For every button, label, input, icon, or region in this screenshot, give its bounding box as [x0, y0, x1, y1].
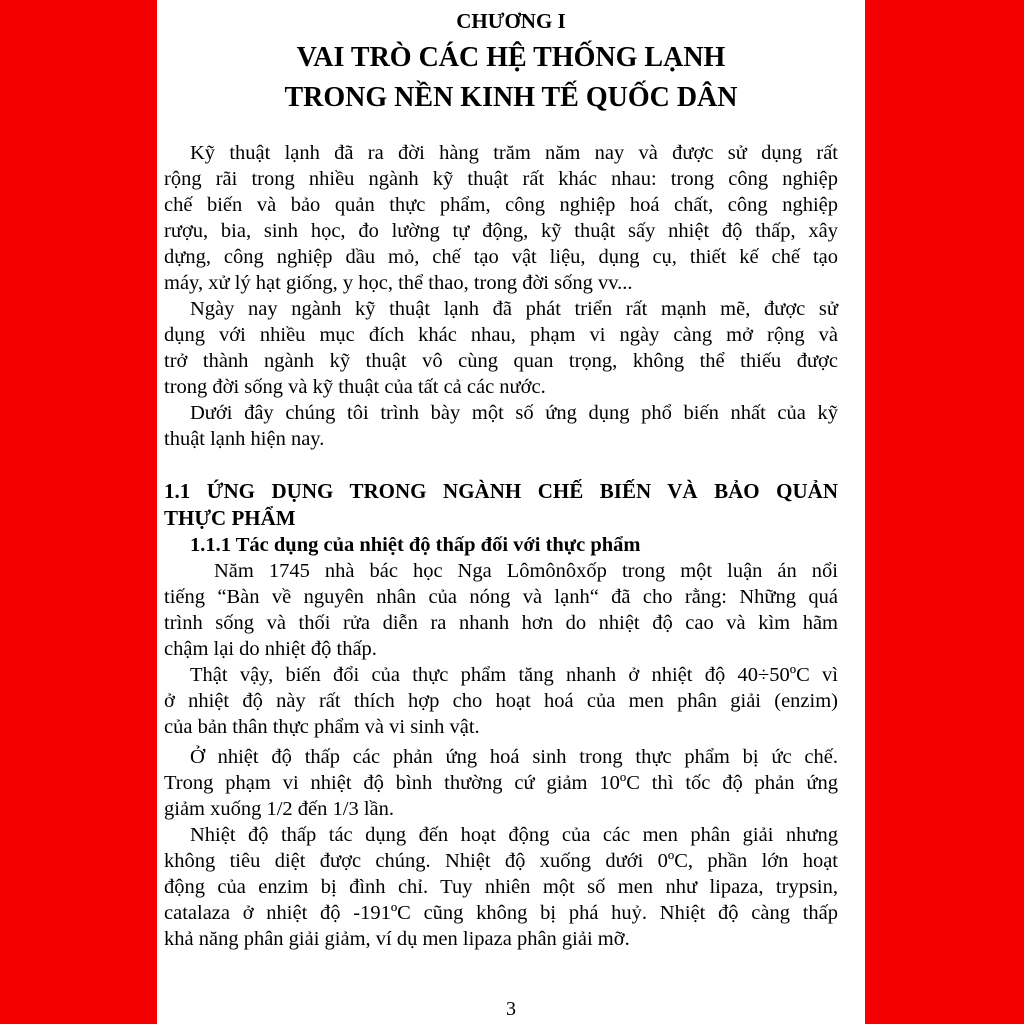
subsection-heading: 1.1.1 Tác dụng của nhiệt độ thấp đối với thực phẩm: [190, 534, 641, 556]
paragraph-line: Thật vậy, biến đổi của thực phẩm tăng nhanh ở nhiệt độ 40÷50ºC vì: [190, 664, 838, 686]
paragraph-line: Ngày nay ngành kỹ thuật lạnh đã phát triển rất mạnh mẽ, được sử: [190, 298, 838, 320]
document-page: [157, 0, 865, 1024]
paragraph-line: thuật lạnh hiện nay.: [164, 428, 325, 450]
paragraph-line: Ở nhiệt độ thấp các phản ứng hoá sinh trong thực phẩm bị ức chế.: [190, 746, 838, 768]
paragraph-line: khả năng phân giải giảm, ví dụ men lipaza phân giải mỡ.: [164, 928, 630, 950]
paragraph-line: Dưới đây chúng tôi trình bày một số ứng dụng phổ biến nhất của kỹ: [190, 402, 838, 424]
paragraph-line: trình sống và thối rửa diễn ra nhanh hơn do nhiệt độ cao và kìm hãm: [164, 612, 838, 634]
section-heading-line-2: THỰC PHẨM: [164, 506, 296, 530]
paragraph-line: rượu, bia, sinh học, đo lường tự động, kỹ thuật sấy nhiệt độ thấp, xây: [164, 220, 838, 242]
paragraph-line: Nhiệt độ thấp tác dụng đến hoạt động của các men phân giải nhưng: [190, 824, 838, 846]
paragraph-line: trở thành ngành kỹ thuật vô cùng quan trọng, không thể thiếu được: [164, 350, 838, 372]
paragraph-line: catalaza ở nhiệt độ -191ºC cũng không bị phá huỷ. Nhiệt độ càng thấp: [164, 902, 838, 924]
chapter-title-line-2: TRONG NỀN KINH TẾ QUỐC DÂN: [284, 82, 738, 113]
paragraph-line: máy, xử lý hạt giống, y học, thể thao, trong đời sống vv...: [164, 272, 633, 294]
paragraph-line: Trong phạm vi nhiệt độ bình thường cứ giảm 10ºC thì tốc độ phản ứng: [164, 772, 838, 794]
paragraph-line: dựng, công nghiệp dầu mỏ, chế tạo vật liệu, dụng cụ, thiết kế chế tạo: [164, 246, 838, 268]
chapter-title-line-1: VAI TRÒ CÁC HỆ THỐNG LẠNH: [296, 42, 726, 73]
chapter-label: CHƯƠNG I: [456, 9, 566, 33]
paragraph-line: trong đời sống và kỹ thuật của tất cả các nước.: [164, 376, 546, 398]
paragraph-line: tiếng “Bàn về nguyên nhân của nóng và lạnh“ đã cho rằng: Những quá: [164, 586, 838, 608]
paragraph-line: của bản thân thực phẩm và vi sinh vật.: [164, 716, 480, 738]
paragraph-line: ở nhiệt độ này rất thích hợp cho hoạt hoá của men phân giải (enzim): [164, 690, 838, 712]
paragraph-line: dụng với nhiều mục đích khác nhau, phạm vi ngày càng mở rộng và: [164, 324, 838, 346]
section-heading-line-1: 1.1 ỨNG DỤNG TRONG NGÀNH CHẾ BIẾN VÀ BẢO QUẢN: [164, 479, 838, 503]
paragraph-line: Năm 1745 nhà bác học Nga Lômônôxốp trong một luận án nổi: [214, 560, 838, 582]
paragraph-line: chế biến và bảo quản thực phẩm, công nghiệp hoá chất, công nghiệp: [164, 194, 838, 216]
paragraph-line: giảm xuống 1/2 đến 1/3 lần.: [164, 798, 395, 820]
paragraph-line: động của enzim bị đình chỉ. Tuy nhiên một số men như lipaza, trypsin,: [164, 876, 838, 898]
paragraph-line: Kỹ thuật lạnh đã ra đời hàng trăm năm nay và được sử dụng rất: [190, 142, 838, 164]
paragraph-line: rộng rãi trong nhiều ngành kỹ thuật rất khác nhau: trong công nghiệp: [164, 168, 838, 190]
paragraph-line: không tiêu diệt được chúng. Nhiệt độ xuống dưới 0ºC, phần lớn hoạt: [164, 850, 838, 872]
page-number: 3: [506, 998, 516, 1020]
paragraph-line: chậm lại do nhiệt độ thấp.: [164, 638, 377, 660]
